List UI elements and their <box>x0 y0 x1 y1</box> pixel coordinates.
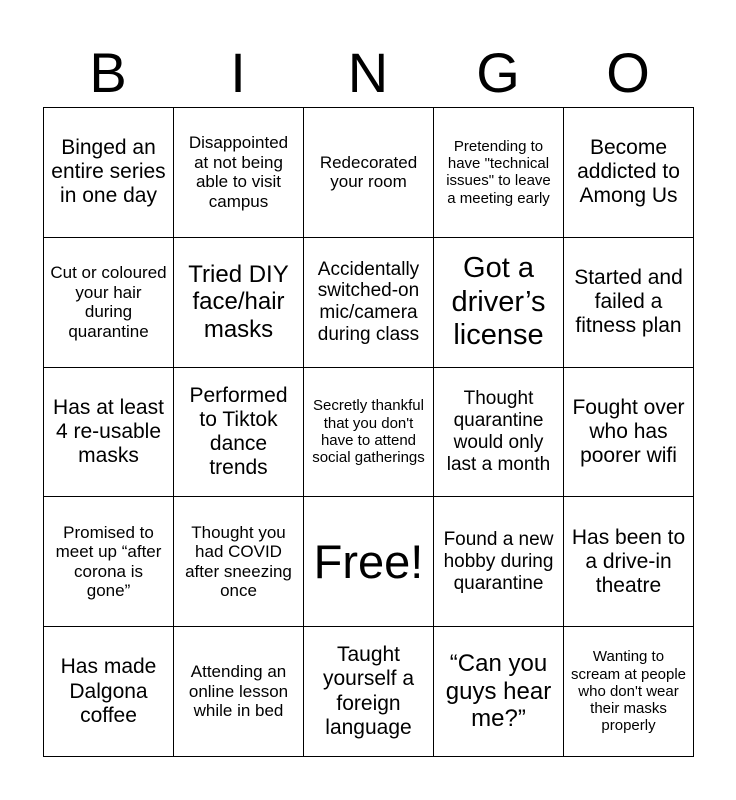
bingo-cell: Found a new hobby during quarantine <box>434 497 564 627</box>
bingo-cell: Wanting to scream at people who don't wear their masks properly <box>564 627 694 757</box>
bingo-cell: Thought quarantine would only last a month <box>434 367 564 497</box>
bingo-cell: Tried DIY face/hair masks <box>174 237 304 367</box>
bingo-cell: Has at least 4 re-usable masks <box>44 367 174 497</box>
free-space-cell: Free! <box>304 497 434 627</box>
header-letter-g: G <box>476 41 520 104</box>
bingo-row <box>44 108 694 238</box>
header-letter-n: N <box>347 41 389 104</box>
bingo-cell: Redecorated your room <box>304 108 434 238</box>
bingo-cell: Attending an online lesson while in bed <box>174 627 304 757</box>
header-letter-i: I <box>230 41 246 104</box>
bingo-cell: Pretending to have "technical issues" to leave a meeting early <box>434 108 564 238</box>
bingo-row <box>44 237 694 367</box>
bingo-cell: Has made Dalgona coffee <box>44 627 174 757</box>
bingo-cell: Fought over who has poorer wifi <box>564 367 694 497</box>
bingo-cell: “Can you guys hear me?” <box>434 627 564 757</box>
bingo-cell: Started and failed a fitness plan <box>564 237 694 367</box>
header-letter-b: B <box>89 41 127 104</box>
bingo-cell: Cut or coloured your hair during quarantine <box>44 237 174 367</box>
bingo-cell: Binged an entire series in one day <box>44 108 174 238</box>
header-letter-o: O <box>606 41 650 104</box>
bingo-row <box>44 367 694 497</box>
bingo-grid <box>43 107 694 757</box>
bingo-cell: Promised to meet up “after corona is gone” <box>44 497 174 627</box>
bingo-row <box>44 627 694 757</box>
bingo-cell: Become addicted to Among Us <box>564 108 694 238</box>
bingo-header <box>43 40 693 106</box>
bingo-cell: Thought you had COVID after sneezing once <box>174 497 304 627</box>
bingo-cell: Disappointed at not being able to visit campus <box>174 108 304 238</box>
bingo-cell: Secretly thankful that you don't have to attend social gatherings <box>304 367 434 497</box>
bingo-cell: Taught yourself a foreign language <box>304 627 434 757</box>
bingo-cell: Accidentally switched-on mic/camera during class <box>304 237 434 367</box>
bingo-row <box>44 497 694 627</box>
bingo-cell: Got a driver’s license <box>434 237 564 367</box>
bingo-cell: Performed to Tiktok dance trends <box>174 367 304 497</box>
bingo-cell: Has been to a drive-in theatre <box>564 497 694 627</box>
